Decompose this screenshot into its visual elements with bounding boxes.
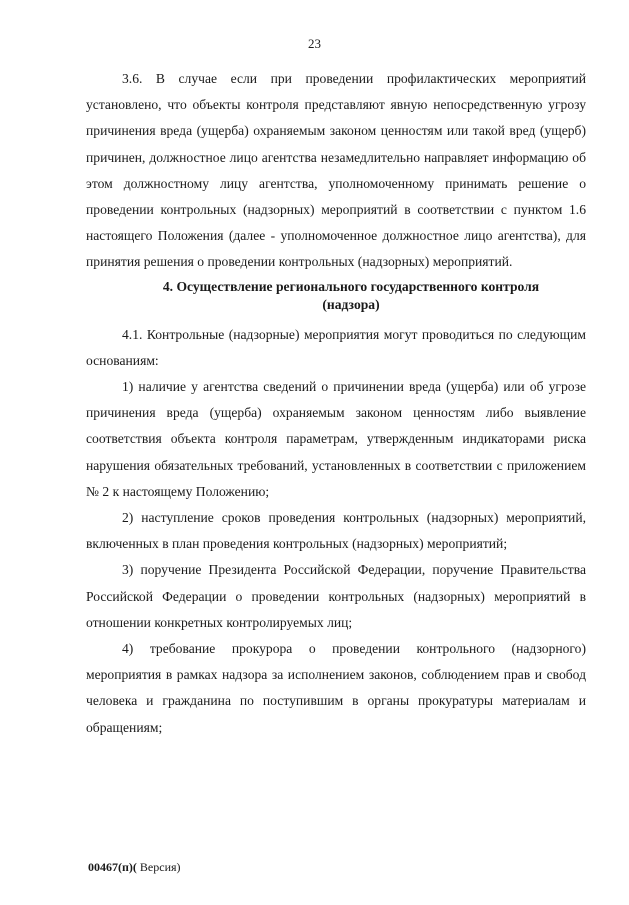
paragraph-4-1: 4.1. Контрольные (надзорные) мероприятия могут проводиться по следующим основаниям: — [86, 326, 586, 368]
document-body — [86, 66, 586, 741]
list-item-3: 3) поручение Президента Российской Федерации, поручение Правительства Российской Федерации о проведении контрольных (надзорных) мероприятий в отношении конкретных контролируемых лиц; — [86, 562, 586, 630]
list-item-2: 2) наступление сроков проведения контрольных (надзорных) мероприятий, включенных в план проведения контрольных (надзорных) мероприятий; — [86, 510, 586, 552]
footer-label: Версия) — [136, 860, 181, 874]
paragraph-3-6: 3.6. В случае если при проведении профилактических мероприятий установлено, что объекты контроля представляют явную непосредственную угрозу причинения вреда (ущерба) охраняемым законом ценностям или такой вред (ущерб) причинен, должностное лицо агентства незамедлительно направляет информацию об этом должностному лицу агентства, уполномоченному принимать решение о проведении контрольных (надзорных) мероприятий в соответствии с пунктом 1.6 настоящего Положения (далее - уполномоченное должностное лицо агентства), для принятия решения о проведении контрольных (надзорных) мероприятий. — [86, 71, 586, 270]
document-footer — [88, 860, 181, 875]
list-item-4: 4) требование прокурора о проведении контрольного (надзорного) мероприятия в рамках надзора за исполнением законов, соблюдением прав и свобод человека и гражданина по поступившим в органы прокуратуры материалам и обращениям; — [86, 641, 586, 735]
section-heading-line-2: (надзора) — [322, 296, 380, 312]
page-number: 23 — [308, 36, 321, 51]
section-heading — [86, 278, 586, 314]
list-item-1: 1) наличие у агентства сведений о причинении вреда (ущерба) или об угрозе причинения вреда (ущерба) охраняемым законом ценностям либо выявление соответствия объекта контроля параметрам, утвержденным индикаторами риска нарушения обязательных требований, установленных в соответствии с приложением № 2 к настоящему Положению; — [86, 379, 586, 499]
section-heading-line-1: 4. Осуществление регионального государственного контроля — [162, 278, 540, 294]
footer-code: 00467(п)( — [88, 860, 137, 874]
